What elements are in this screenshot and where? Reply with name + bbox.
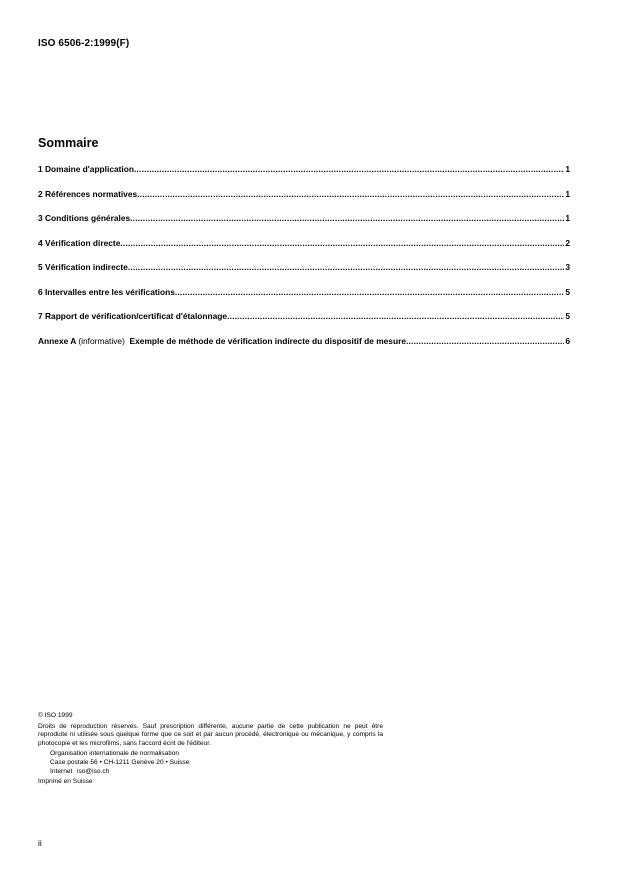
toc-annex-prefix: Annexe A [38,335,77,346]
toc-annex-note: (informative) [78,335,125,346]
copyright-notice: © ISO 1999 [38,712,73,719]
toc-leader-dots [406,336,564,346]
toc-leader-dots [130,213,564,223]
toc-entry-page: 1 [565,188,570,199]
publisher-organisation: Organisation internationale de normalisation [50,750,180,758]
toc-entry-label: 4 Vérification directe [38,237,121,248]
toc-entry-label: 1 Domaine d'application [38,164,134,174]
toc-entry-page: 5 [565,286,570,297]
toc-leader-dots [128,262,565,272]
toc-entry-page: 3 [565,262,570,272]
toc-leader-dots [134,164,564,174]
toc-leader-dots [137,189,564,199]
toc-entry-label: 6 Intervalles entre les vérifications [38,286,175,297]
toc-entry-label: 7 Rapport de vérification/certificat d'étalonnage [38,311,228,321]
toc-entry-label: 2 Références normatives [38,188,138,199]
toc-entry-page: 1 [565,164,570,174]
publisher-postal-address: Case postale 56 • CH-1211 Genève 20 • Suisse [50,758,190,766]
printed-in: Imprimé en Suisse [38,778,93,786]
page-number: ii [38,838,42,848]
toc-leader-dots [175,287,564,297]
toc-entry-page: 1 [565,213,570,223]
toc-entry-7[interactable] [38,311,570,336]
toc-entry-1[interactable] [38,164,570,189]
toc-title: Sommaire [38,136,99,150]
toc-annex-title: Exemple de méthode de vérification indirecte du dispositif de mesure [129,335,406,346]
toc-entry-3[interactable] [38,213,570,238]
toc-leader-dots [120,238,564,248]
toc-entry-5[interactable] [38,262,570,287]
publisher-internet [50,768,383,777]
toc-leader-dots [227,311,564,321]
internet-label: Internet [50,767,73,775]
toc-entry-annex-a[interactable] [38,336,570,361]
toc-entry-page: 5 [565,311,570,321]
toc-entry-2[interactable] [38,189,570,214]
toc-annex-label [38,336,406,346]
toc-entry-6[interactable] [38,287,570,312]
toc-entry-label: 5 Vérification indirecte [38,262,128,272]
toc-entry-page: 2 [565,237,570,248]
table-of-contents [38,164,570,360]
toc-entry-label: 3 Conditions générales [38,213,131,223]
copyright-rights: Droits de reproduction réservés. Sauf prescription différente, aucune partie de cette publication ne peut être reproduite ni utilisée sous quelque forme que ce soit et par aucun procédé, électronique ou mécanique, y compris la photocopie et les microfilms, sans l'accord écrit de l'éditeur. [38,722,383,747]
toc-entry-page: 6 [565,335,570,346]
internet-email-link[interactable]: iso@iso.ch [77,767,110,775]
toc-entry-4[interactable] [38,238,570,263]
publisher-address [38,750,383,776]
document-id: ISO 6506-2:1999(F) [38,38,130,49]
copyright-block [38,712,383,787]
